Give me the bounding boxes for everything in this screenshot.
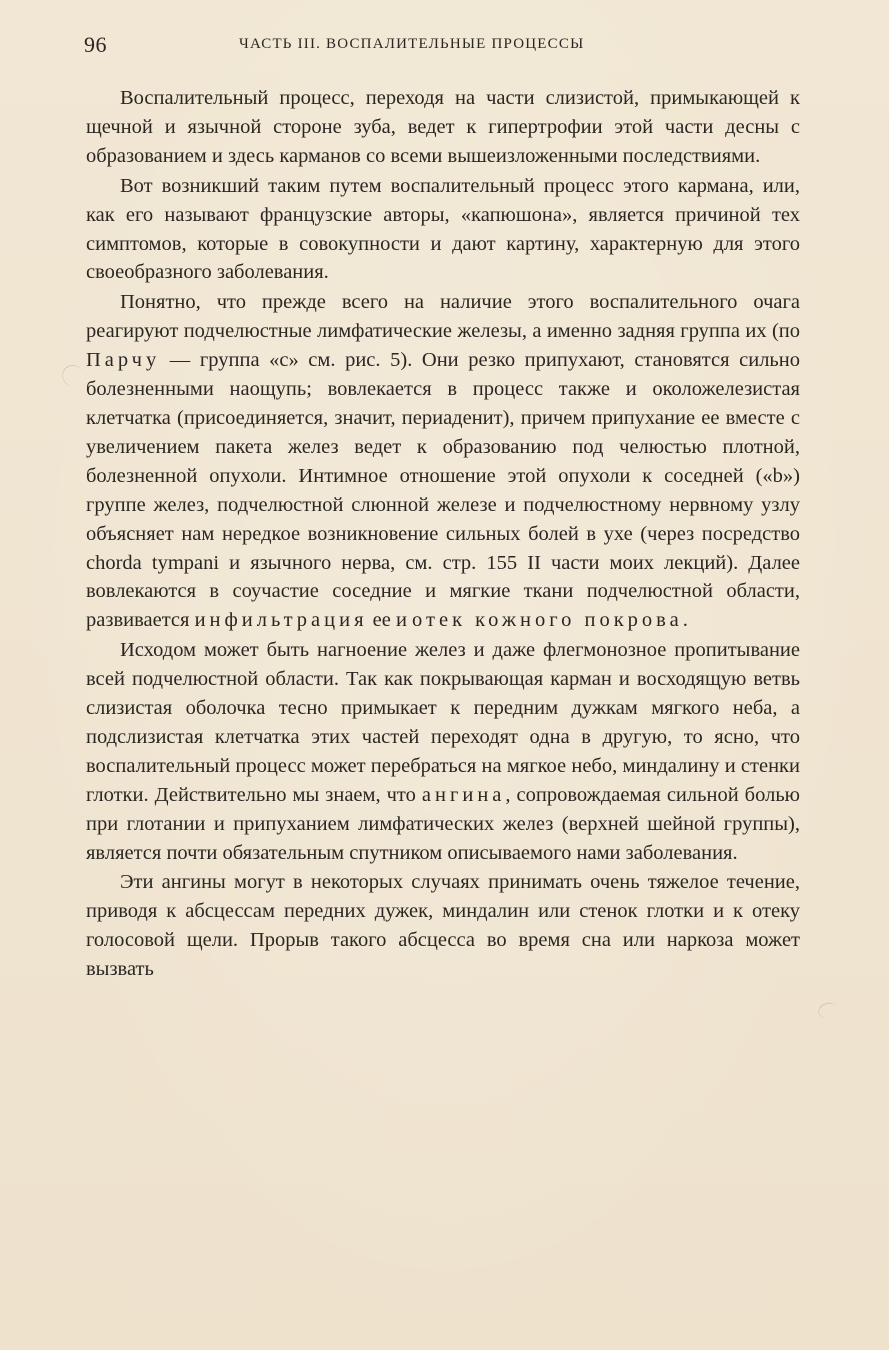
- spaced-infiltration: инфильтрация: [194, 609, 368, 632]
- paragraph-3: [86, 288, 800, 635]
- page-number: 96: [84, 32, 107, 57]
- spaced-edema: отек кожного покрова: [412, 609, 683, 632]
- paragraph-4-part-2: , сопровождаемая сильной болью при глотании и припуханием лимфатических желез (верхней шейной группы), является почти обязательным спутником описываемого нами заболевания.: [86, 783, 800, 864]
- paragraph-4-part-1: Исходом может быть нагноение желез и даже флегмонозное пропитывание всей подчелюстной области. Так как покрывающая карман и восходящую ветвь слизистая оболочка тесно примыкает к передним дужкам мягкого неба, а подслизистая клетчатка этих частей переходят одна в другую, то ясно, что воспалительный процесс может перебраться на мягкое небо, миндалину и стенки глотки. Действительно мы знаем, что: [86, 639, 800, 806]
- paragraph-5: Эти ангины могут в некоторых случаях принимать очень тяжелое течение, приводя к абсцессам передних дужек, миндалин или стенок глотки и к отеку голосовой щели. Прорыв такого абсцесса во время сна или наркоза может вызвать: [86, 871, 800, 981]
- body-text: [86, 84, 800, 985]
- paragraph-4: [86, 636, 800, 867]
- paragraph-3-part-3: ее и: [367, 609, 413, 632]
- margin-pencil-mark: [816, 1000, 839, 1020]
- paragraph-2: Вот возникший таким путем воспалительный процесс этого кармана, или, как его называют французские авторы, «капюшона», является причиной тех симптомов, которые в совокупности и дают картину, характерную для этого своеобразного заболевания.: [86, 174, 800, 284]
- paragraph-3-part-2: — группа «c» см. рис. 5). Они резко припухают, становятся сильно болезненными наощупь; вовлекается в процесс также и околожелезистая клетчатка (присоединяется, значит, периаденит), причем припухание ее вместе с увеличением пакета желез ведет к образованию под челюстью плотной, болезненной опухоли. Интимное отношение этой опухоли к соседней («b») группе желез, подчелюстной слюнной железе и подчелюстному нервному узлу объясняет нам нередкое возникновение сильных болей в ухе (через посредство chorda tympani и язычного нерва, см. стр. 155 II части моих лекций). Далее вовлекаются в соучастие соседние и мягкие ткани подчелюстной области, развивается: [86, 349, 800, 632]
- margin-pencil-mark: [59, 362, 85, 388]
- paragraph-3-part-4: .: [682, 609, 688, 632]
- running-title: ЧАСТЬ III. ВОСПАЛИТЕЛЬНЫЕ ПРОЦЕССЫ: [239, 36, 585, 52]
- spaced-angina: ангина: [421, 783, 506, 806]
- page-header: [84, 32, 804, 60]
- paragraph-3-part-1: Понятно, что прежде всего на наличие этого воспалительного очага реагируют подчелюстные лимфатические железы, а именно задняя группа их (по: [86, 291, 800, 343]
- spaced-name: Парчу: [86, 349, 161, 372]
- paragraph-1: Воспалительный процесс, переходя на части слизистой, примыкающей к щечной и язычной стороне зуба, ведет к гипертрофии этой части десны с образованием и здесь карманов со всеми вышеизложенными последствиями.: [86, 87, 800, 167]
